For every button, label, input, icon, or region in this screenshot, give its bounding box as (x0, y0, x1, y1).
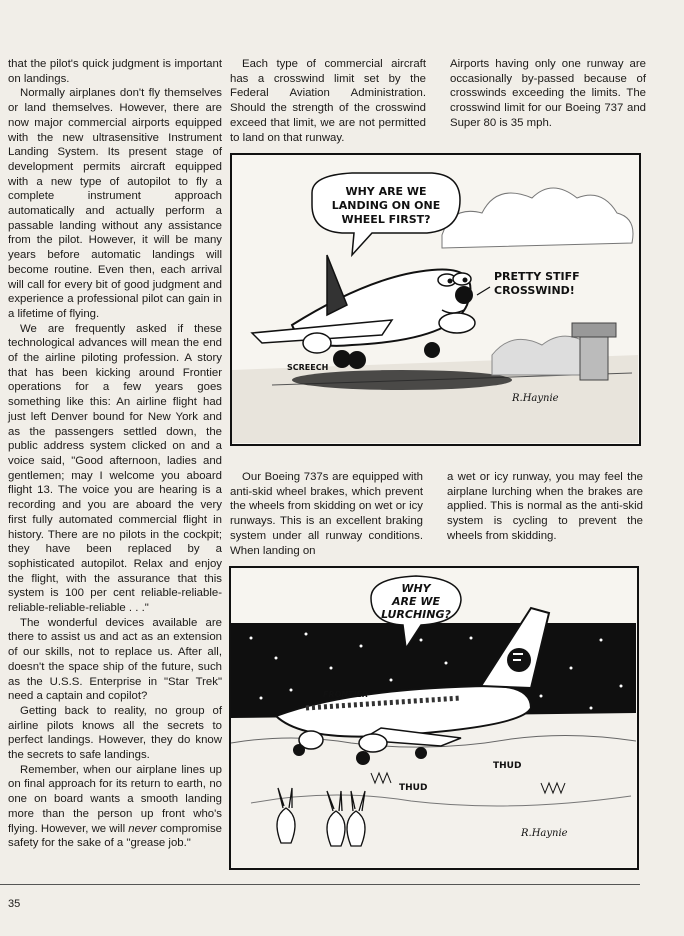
cartoon-lurching (229, 566, 639, 870)
bubble2-line2: CROSSWIND! (494, 284, 575, 297)
bubble1-line3: WHEEL FIRST? (341, 213, 431, 226)
bubble-line3: LURCHING? (381, 608, 451, 621)
text-column-right-bottom (447, 470, 643, 544)
emphasis: never (128, 822, 157, 835)
bubble-line1: WHY (401, 582, 431, 595)
cartoon-crosswind (230, 153, 641, 446)
sound-thud-1: THUD (493, 761, 522, 771)
paragraph: Getting back to reality, no group of airline pilots knows all the secrets to perfect landings. However, they do know the secrets to safe landings. (8, 704, 222, 762)
text-column-middle-bottom (230, 470, 423, 558)
signature: R.Haynie (521, 828, 568, 839)
paragraph: The wonderful devices available are there to assist us and act as an extension of our skills, not to replace us. After all, doesn't the space ship of the future, such as the U.S.S. Enterprise in "Star Trek" need a captain and copilot? (8, 616, 222, 703)
artist-signature: R.Haynie (512, 393, 559, 404)
paragraph: Our Boeing 737s are equipped with anti-skid wheel brakes, which prevent the wheels from skidding on wet or icy runways. This is an excellent braking system under all runway conditions. When landing on (230, 471, 423, 557)
bubble2-line1: PRETTY STIFF (494, 270, 580, 283)
sound-screech: SCREECH (287, 363, 329, 372)
text-run: Remember, when our airplane lines up on final approach for its return to earth, no one on board wants a smooth landing more than the person up front who's flying. However, we will (8, 763, 222, 835)
paragraph: Airports having only one runway are occasionally by-passed because of crosswinds exceeding the limits. The crosswind limit for our Boeing 737 and Super 80 is 35 mph. (450, 58, 646, 129)
paragraph: a wet or icy runway, you may feel the airplane lurching when the brakes are applied. This is normal as the anti-skid system is cycling to prevent the wheels from skidding. (447, 471, 643, 542)
text-run: compromise safety for the sake of a "grease job." (8, 822, 222, 850)
paragraph: that the pilot's quick judgment is important on landings. (8, 58, 222, 85)
text-column-middle-top (230, 57, 426, 145)
paragraph (8, 763, 222, 851)
paragraph: Each type of commercial aircraft has a crosswind limit set by the Federal Aviation Administration. Should the strength of the crosswind exceed that limit, we are not permitted to land on that runway. (230, 58, 426, 144)
sound-thud-2: THUD (399, 783, 428, 793)
footer-rule (0, 884, 640, 885)
text-column-right-top (450, 57, 646, 131)
cartoon-crosswind-drawing (232, 155, 638, 443)
fuselage-frontier: FRONTIER (323, 690, 369, 699)
paragraph: Normally airplanes don't fly themselves or land themselves. However, there are now major commercial airports equipped with the new ultrasensitive Instrument Landing System. Its present stage of development permits aircraft equipped with a new type of autopilot to fly a complete instrument approach automatically and actually perform a passable landing without any assistance from the pilot. However, it will be many years before automatic landings will become routine. Even then, each arrival will call for every bit of good judgment and experience a professional pilot can gain in a lifetime of flying. (8, 87, 222, 320)
page-number: 35 (8, 898, 21, 910)
text-column-left (8, 57, 222, 851)
paragraph: We are frequently asked if these technological advances will mean the end of the airline piloting profession. A story that has been kicking around Frontier operations for a few years goes something like this: An airline flight had just left Denver bound for New York and as the passengers settled down, the public address system clicked on and a voice said, "Good afternoon, ladies and gentlemen; may I welcome you aboard flight 13. The voice you are hearing is a recording and you are aboard the very first fully automated commercial flight in history. There are no pilots in the cockpit; they have been replaced by a sophisticated autopilot. Relax and enjoy the flight, with the assurance that this system is 100 per cent reliable-reliable-reliable-reliable-reliable . . ." (8, 322, 222, 615)
cartoon-lurching-drawing (231, 568, 636, 867)
bubble1-line2: LANDING ON ONE (331, 199, 441, 212)
bubble-line2: ARE WE (392, 595, 440, 608)
bubble1-line1: WHY ARE WE (345, 185, 427, 198)
